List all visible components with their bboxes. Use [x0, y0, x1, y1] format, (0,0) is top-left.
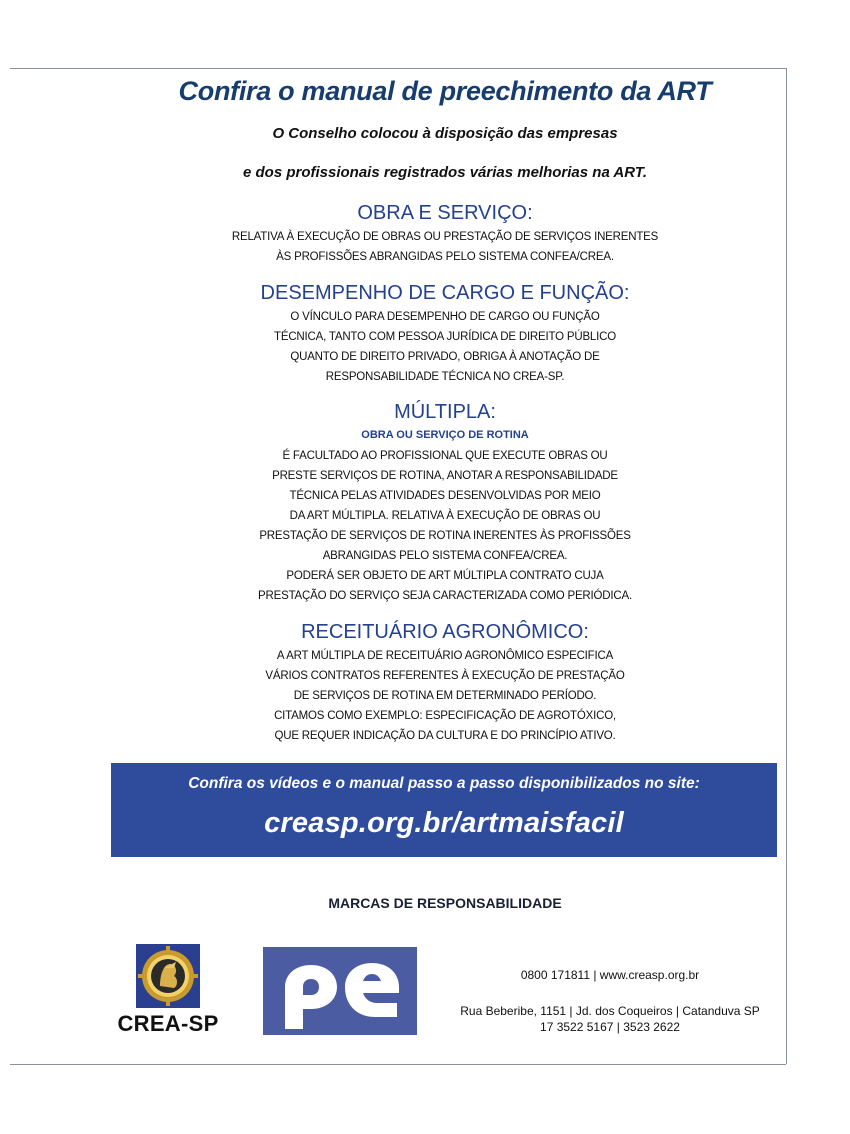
section-line: TÉCNICA, TANTO COM PESSOA JURÍDICA DE DIREITO PÚBLICO: [274, 331, 616, 343]
section-line: A ART MÚLTIPLA DE RECEITUÁRIO AGRONÔMICO ESPECIFICA: [276, 650, 614, 662]
intro-line-1: O Conselho colocou à disposição das empresas: [272, 125, 618, 142]
section-multipla: [0, 400, 850, 606]
section-line: QUANTO DE DIREITO PRIVADO, OBRIGA À ANOTAÇÃO DE: [290, 351, 600, 363]
contact-phones: 17 3522 5167 | 3523 2622: [540, 1020, 680, 1034]
section-line: PRESTAÇÃO DO SERVIÇO SEJA CARACTERIZADA COMO PERIÓDICA.: [258, 590, 632, 602]
section-heading: OBRA E SERVIÇO:: [357, 202, 533, 224]
section-line: VÁRIOS CONTRATOS REFERENTES À EXECUÇÃO DE PRESTAÇÃO: [265, 670, 625, 682]
section-heading: RECEITUÁRIO AGRONÔMICO:: [301, 621, 589, 643]
intro-line-2: e dos profissionais registrados várias melhorias na ART.: [242, 164, 648, 181]
section-line: CITAMOS COMO EXEMPLO: ESPECIFICAÇÃO DE AGROTÓXICO,: [274, 710, 616, 722]
section-receituario: [0, 620, 850, 746]
banner-text: Confira os vídeos e o manual passo a passo disponibilizados no site:: [188, 775, 700, 792]
section-line: TÉCNICA PELAS ATIVIDADES DESENVOLVIDAS POR MEIO: [289, 490, 601, 502]
section-line: É FACULTADO AO PROFISSIONAL QUE EXECUTE OBRAS OU: [282, 450, 608, 462]
section-line: RESPONSABILIDADE TÉCNICA NO CREA-SP.: [325, 371, 565, 383]
section-line: RELATIVA À EXECUÇÃO DE OBRAS OU PRESTAÇÃO DE SERVIÇOS INERENTES: [231, 231, 659, 243]
section-line: ÀS PROFISSÕES ABRANGIDAS PELO SISTEMA CONFEA/CREA.: [276, 251, 614, 263]
pe-logo-icon: [263, 947, 417, 1035]
section-line: DA ART MÚLTIPLA. RELATIVA À EXECUÇÃO DE OBRAS OU: [289, 510, 601, 522]
marks-title: MARCAS DE RESPONSABILIDADE: [328, 895, 562, 911]
site-banner: [111, 763, 777, 857]
page-title: Confira o manual de preechimento da ART: [178, 76, 712, 106]
section-heading: DESEMPENHO DE CARGO E FUNÇÃO:: [260, 282, 630, 304]
section-line: PRESTE SERVIÇOS DE ROTINA, ANOTAR A RESPONSABILIDADE: [272, 470, 618, 482]
section-line: DE SERVIÇOS DE ROTINA EM DETERMINADO PERÍODO.: [293, 690, 597, 702]
section-line: QUE REQUER INDICAÇÃO DA CULTURA E DO PRINCÍPIO ATIVO.: [274, 730, 616, 742]
section-line: ABRANGIDAS PELO SISTEMA CONFEA/CREA.: [322, 550, 568, 562]
contact-address: Rua Beberibe, 1151 | Jd. dos Coqueiros | Catanduva SP: [460, 1004, 760, 1018]
section-subheading: OBRA OU SERVIÇO DE ROTINA: [361, 429, 529, 441]
section-line: O VÍNCULO PARA DESEMPENHO DE CARGO OU FUNÇÃO: [290, 311, 600, 323]
crea-emblem-icon: [136, 944, 200, 1008]
section-heading: MÚLTIPLA:: [394, 401, 496, 423]
banner-url-link[interactable]: creasp.org.br/artmaisfacil: [264, 807, 624, 839]
section-desempenho-cargo: [0, 281, 850, 387]
section-obra-servico: [0, 201, 850, 267]
section-line: PRESTAÇÃO DE SERVIÇOS DE ROTINA INERENTES ÀS PROFISSÕES: [259, 530, 631, 542]
bottom-border-line: [10, 1064, 786, 1065]
crea-sp-logo: [108, 944, 228, 1039]
contact-phone-site: 0800 171811 | www.creasp.org.br: [520, 968, 700, 982]
crea-sp-label: CREA-SP: [117, 1011, 219, 1036]
pe-logo: [263, 947, 417, 1035]
top-border-line: [10, 68, 786, 69]
section-line: PODERÁ SER OBJETO DE ART MÚLTIPLA CONTRATO CUJA: [286, 570, 604, 582]
